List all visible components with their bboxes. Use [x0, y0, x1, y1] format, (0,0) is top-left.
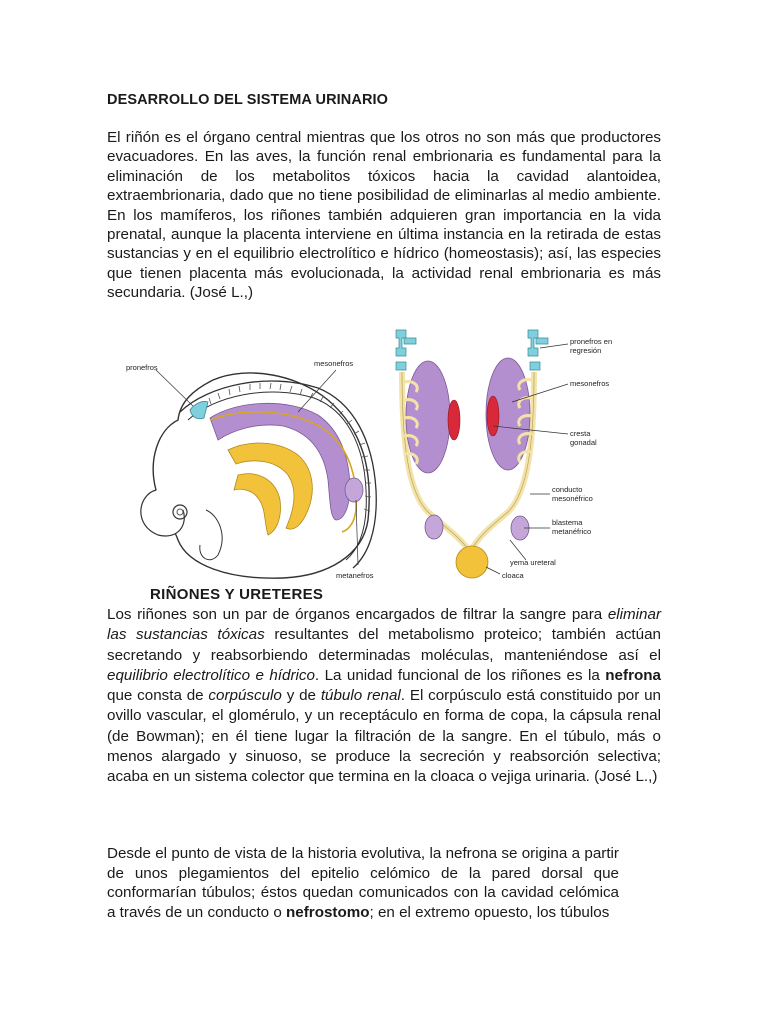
embryo-kidney-diagram: [118, 340, 390, 585]
intro-paragraph: El riñón es el órgano central mientras que los otros no son más que productores evacuadores. En las aves, la función renal embrionaria es fundamental para la eliminación de los metabolitos tóxicos hacia la cavidad alantoidea, extraembrionaria, dado que no tiene posibilidad de eliminarlas al medio ambiente. En los mamíferos, los riñones también adquieren gran importancia en la vida prenatal, aunque la placenta interviene en última instancia en la retirada de estas sustancias y en el equilibrio electrolítico e hídrico (homeostasis); así, las especies que tienen placenta más evolucionada, la actividad renal embrionaria es más secundaria. (José L.,): [107, 129, 661, 302]
label-blastema-2: metanéfrico: [552, 527, 592, 536]
label-blastema-1: blastema: [552, 518, 583, 527]
label-pronefros: pronefros: [126, 363, 158, 372]
frontal-illustration: [390, 322, 640, 587]
embryo-illustration: [118, 340, 390, 585]
document-title: DESARROLLO DEL SISTEMA URINARIO: [107, 92, 389, 108]
label-yema-ureteral: yema ureteral: [510, 558, 556, 567]
kidneys-paragraph: Los riñones son un par de órganos encargados de filtrar la sangre para eliminar las sustancias tóxicas resultantes del metabolismo proteico; también actúan secretando y reabsorbiendo determinadas moléculas, manteniéndose así el equilibrio electrolítico e hídrico. La unidad funcional de los riñones es la nefrona que consta de corpúsculo y de túbulo renal. El corpúsculo está constituido por un ovillo vascular, el glomérulo, y un receptáculo en forma de copa, la cápsula renal (de Bowman); en él tiene lugar la filtración de la sangre. En el túbulo, más o menos alargado y sinuoso, se produce la secreción y reabsorción selectiva; acaba en un sistema colector que termina en la cloaca o vejiga urinaria. (José L.,): [107, 606, 661, 786]
label-metanefros: metanefros: [336, 571, 374, 580]
label-cresta-1: cresta: [570, 429, 591, 438]
evolution-paragraph: Desde el punto de vista de la historia evolutiva, la nefrona se origina a partir de unos plegamientos del epitelio celómico de la pared dorsal que conformarían túbulos; éstos quedan comunicados con la cavidad celómica a través de un conducto o nefrostomo; en el extremo opuesto, los túbulos: [107, 845, 619, 921]
label-cresta-2: gonadal: [570, 438, 597, 447]
label-conducto-1: conducto: [552, 485, 583, 494]
label-mesonefros-right: mesonefros: [570, 379, 610, 388]
label-pronefros-regresion-1: pronefros en: [570, 337, 613, 346]
label-conducto-2: mesonéfrico: [552, 494, 593, 503]
nefrostomo-term: nefrostomo: [286, 903, 370, 921]
nefrona-term: nefrona: [605, 666, 661, 684]
section-heading: RIÑONES Y URETERES: [150, 586, 324, 603]
label-cloaca: cloaca: [502, 571, 524, 580]
label-mesonefros: mesonefros: [314, 359, 354, 368]
label-pronefros-regresion-2: regresión: [570, 346, 602, 355]
urogenital-ridge-diagram: [390, 322, 640, 587]
